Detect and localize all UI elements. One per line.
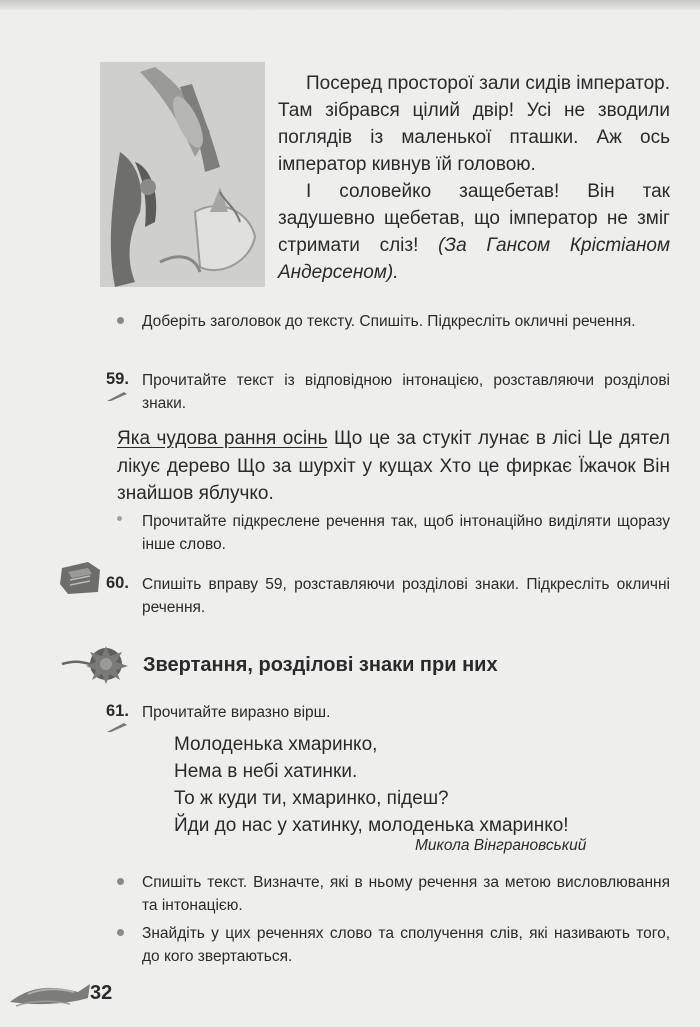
- bullet-icon: [117, 929, 124, 936]
- pen-icon: [106, 390, 128, 402]
- section-flower-icon: [60, 642, 132, 686]
- story-text: [278, 70, 670, 286]
- pen-icon: [106, 721, 128, 733]
- exercise-59-text: [117, 425, 670, 508]
- task-find-address: Знайдіть у цих реченнях слово та сполучення слів, які називають того, до кого звертаються.: [142, 925, 670, 965]
- page-corner-decoration-icon: [8, 974, 92, 1010]
- page-top-edge: [0, 0, 700, 10]
- story-source: (За Гансом Крістіаном Андерсеном).: [278, 235, 670, 283]
- poem-line-3: То ж куди ти, хмаринко, підеш?: [174, 788, 449, 809]
- poem-author: Микола Вінграновський: [415, 837, 587, 854]
- task-intonation: Прочитайте підкреслене речення так, щоб інтонаційно виділяти щоразу інше слово.: [142, 513, 670, 553]
- story-paragraph-2: [278, 178, 670, 286]
- notebook-icon: [58, 560, 104, 596]
- story-paragraph-2-text: І соловейко защебетав! Він так задушевно щебетав, що імператор не зміг стримати сліз!: [278, 181, 670, 256]
- poem: [174, 731, 569, 839]
- story-illustration: [100, 62, 265, 287]
- page-number: 32: [90, 982, 113, 1004]
- exercise-59-rest: Що це за стукіт лунає в лісі Це дятел лікує дерево Що за шурхіт у кущах Хто це фиркає Їжачок Він знайшов яблучко.: [117, 428, 671, 504]
- bullet-icon: [117, 317, 124, 324]
- story-paragraph-1: Посеред просторої зали сидів імператор. Там зібрався цілий двір! Усі не зводили поглядів із маленької пташки. Аж ось імператор кивнув їй головою.: [278, 73, 670, 175]
- poem-line-4: Йди до нас у хатинку, молоденька хмаринко!: [174, 815, 569, 836]
- exercise-59-number: 59.: [106, 370, 129, 388]
- task-define-sentences: Спишіть текст. Визначте, які в ньому речення за метою висловлювання та інтонацією.: [142, 874, 670, 914]
- task-choose-title: Доберіть заголовок до тексту. Спишіть. Підкресліть окличні речення.: [142, 313, 636, 330]
- exercise-61-instruction: Прочитайте виразно вірш.: [142, 704, 331, 721]
- underlined-sentence: Яка чудова рання осінь: [117, 428, 328, 449]
- exercise-60-instruction: Спишіть вправу 59, розставляючи розділові знаки. Підкресліть окличні речення.: [142, 576, 670, 616]
- nightingale-illustration-icon: [100, 62, 265, 287]
- bullet-icon: [117, 878, 124, 885]
- poem-line-2: Нема в небі хатинки.: [174, 761, 358, 782]
- exercise-59-instruction: Прочитайте текст із відповідною інтонацією, розставляючи розділові знаки.: [142, 372, 670, 412]
- exercise-60-number: 60.: [106, 574, 129, 592]
- section-heading: Звертання, розділові знаки при них: [143, 654, 498, 676]
- bullet-icon: [117, 516, 122, 521]
- exercise-61-number: 61.: [106, 702, 129, 720]
- poem-line-1: Молоденька хмаринко,: [174, 734, 378, 755]
